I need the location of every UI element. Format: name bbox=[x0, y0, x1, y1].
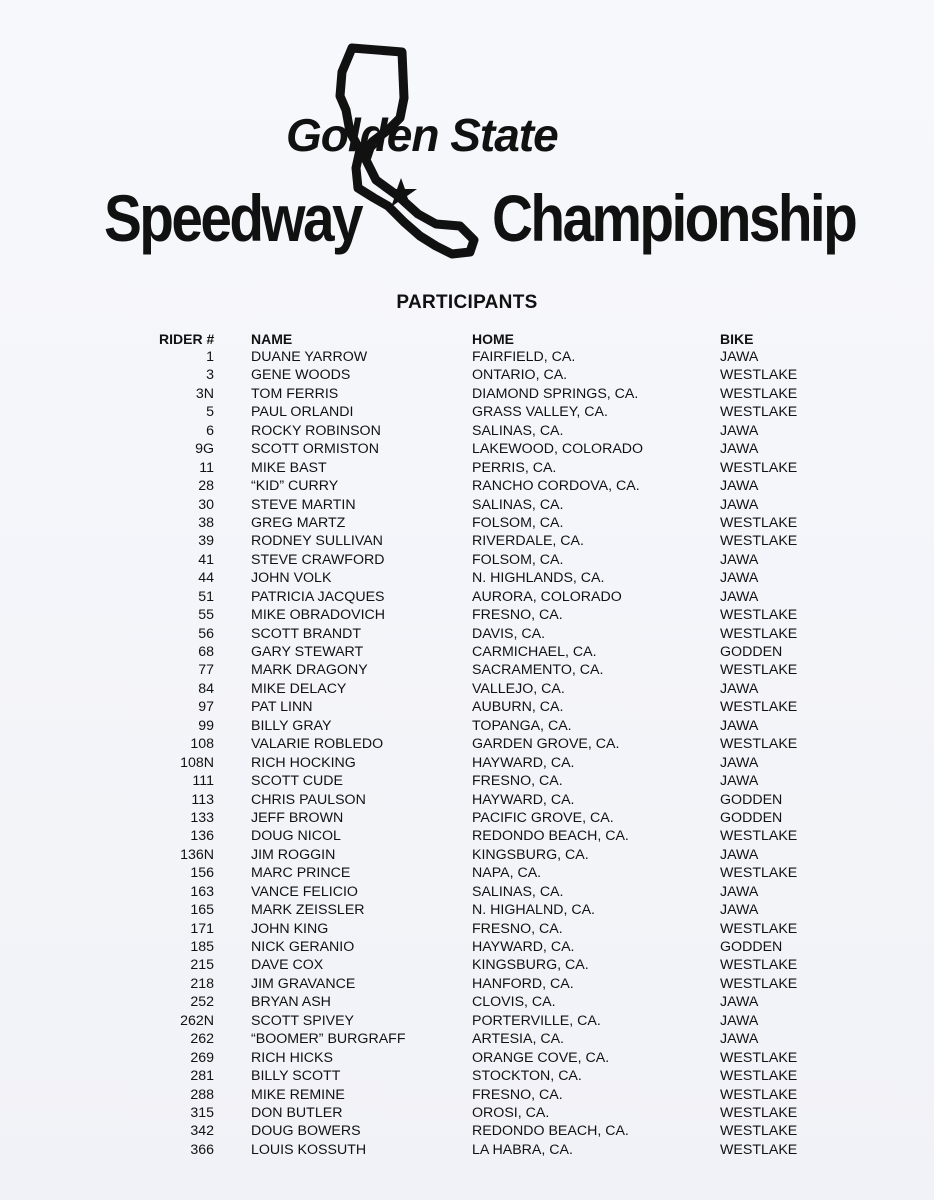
rider-name: MARK ZEISSLER bbox=[251, 902, 365, 919]
table-row bbox=[0, 348, 934, 366]
rider-home: FRESNO, CA. bbox=[472, 773, 563, 790]
table-row bbox=[0, 901, 934, 919]
rider-number: 3 bbox=[206, 367, 214, 384]
rider-number: 97 bbox=[198, 699, 214, 716]
rider-number: 9G bbox=[195, 441, 214, 458]
rider-name: VANCE FELICIO bbox=[251, 883, 358, 900]
rider-name: PAT LINN bbox=[251, 699, 313, 716]
rider-bike: WESTLAKE bbox=[720, 625, 798, 642]
table-row bbox=[0, 1030, 934, 1048]
rider-home: SALINAS, CA. bbox=[472, 422, 564, 439]
rider-bike: JAWA bbox=[720, 349, 759, 365]
rider-number: 11 bbox=[199, 459, 214, 476]
rider-bike: GODDEN bbox=[720, 939, 783, 955]
rider-bike: JAWA bbox=[720, 994, 759, 1011]
table-row bbox=[0, 754, 934, 772]
table-row bbox=[0, 883, 934, 901]
rider-home: NAPA, CA. bbox=[472, 865, 542, 882]
rider-number: 108 bbox=[190, 736, 214, 753]
rider-home: SACRAMENTO, CA. bbox=[472, 662, 604, 679]
rider-bike: WESTLAKE bbox=[720, 514, 798, 531]
rider-number: 44 bbox=[198, 570, 214, 587]
rider-bike: JAWA bbox=[720, 478, 759, 495]
rider-bike: JAWA bbox=[720, 496, 759, 513]
table-row bbox=[0, 643, 934, 661]
rider-bike: JAWA bbox=[720, 570, 759, 587]
table-row bbox=[0, 1104, 934, 1122]
rider-number: 215 bbox=[190, 957, 214, 974]
rider-bike: JAWA bbox=[720, 422, 759, 439]
rider-number: 165 bbox=[190, 902, 214, 919]
rider-number: 163 bbox=[190, 883, 214, 900]
rider-bike: WESTLAKE bbox=[720, 367, 798, 384]
rider-name: MIKE DELACY bbox=[251, 680, 347, 697]
rider-bike: WESTLAKE bbox=[720, 662, 798, 679]
table-row bbox=[0, 791, 934, 809]
rider-number: 55 bbox=[198, 607, 214, 624]
rider-bike: JAWA bbox=[720, 846, 759, 863]
table-row bbox=[0, 606, 934, 624]
table-row bbox=[0, 717, 934, 735]
rider-number: 185 bbox=[190, 939, 214, 955]
rider-bike: JAWA bbox=[720, 1012, 759, 1029]
rider-home: HANFORD, CA. bbox=[472, 975, 574, 992]
rider-number: 288 bbox=[190, 1086, 214, 1103]
rider-name: RICH HICKS bbox=[251, 1049, 333, 1066]
rider-name: ROCKY ROBINSON bbox=[251, 422, 381, 439]
rider-name: RODNEY SULLIVAN bbox=[251, 533, 383, 550]
rider-home: PERRIS, CA. bbox=[472, 459, 557, 476]
rider-bike: JAWA bbox=[720, 883, 759, 900]
rider-bike: WESTLAKE bbox=[720, 533, 798, 550]
table-row bbox=[0, 403, 934, 421]
rider-name: MIKE OBRADOVICH bbox=[251, 607, 386, 624]
rider-home: FRESNO, CA. bbox=[472, 920, 563, 937]
rider-number: 342 bbox=[190, 1123, 214, 1140]
table-row bbox=[0, 496, 934, 514]
column-header-home: HOME bbox=[472, 331, 514, 347]
table-row bbox=[0, 993, 934, 1011]
rider-number: 262N bbox=[180, 1012, 214, 1029]
rider-name: BRYAN ASH bbox=[251, 994, 331, 1011]
table-row bbox=[0, 735, 934, 753]
rider-name: DOUG NICOL bbox=[251, 828, 341, 845]
rider-home: ARTESIA, CA. bbox=[472, 1031, 564, 1048]
rider-bike: WESTLAKE bbox=[720, 404, 798, 421]
rider-bike: JAWA bbox=[720, 717, 759, 734]
rider-name: DOUG BOWERS bbox=[251, 1123, 361, 1140]
rider-home: REDONDO BEACH, CA. bbox=[472, 1123, 629, 1140]
rider-name: TOM FERRIS bbox=[251, 385, 339, 402]
rider-number: 30 bbox=[198, 496, 214, 513]
rider-home: PORTERVILLE, CA. bbox=[472, 1012, 601, 1029]
rider-bike: JAWA bbox=[720, 773, 759, 790]
rider-name: JOHN VOLK bbox=[251, 570, 332, 587]
rider-home: RANCHO CORDOVA, CA. bbox=[472, 478, 640, 495]
rider-bike: WESTLAKE bbox=[720, 1141, 798, 1158]
rider-home: HAYWARD, CA. bbox=[472, 791, 575, 808]
table-row bbox=[0, 422, 934, 440]
rider-home: GRASS VALLEY, CA. bbox=[472, 404, 608, 421]
rider-bike: WESTLAKE bbox=[720, 865, 798, 882]
table-row bbox=[0, 366, 934, 384]
rider-bike: JAWA bbox=[720, 680, 759, 697]
table-row bbox=[0, 385, 934, 403]
rider-home: ORANGE COVE, CA. bbox=[472, 1049, 610, 1066]
rider-bike: WESTLAKE bbox=[720, 1049, 798, 1066]
rider-number: 1 bbox=[206, 349, 214, 365]
table-row bbox=[0, 975, 934, 993]
table-row bbox=[0, 1122, 934, 1140]
rider-number: 133 bbox=[190, 809, 214, 826]
rider-home: FAIRFIELD, CA. bbox=[472, 349, 576, 365]
rider-home: FRESNO, CA. bbox=[472, 1086, 563, 1103]
rider-number: 111 bbox=[192, 773, 214, 790]
column-header-bike: BIKE bbox=[720, 331, 754, 347]
rider-name: GREG MARTZ bbox=[251, 514, 346, 531]
rider-name: JEFF BROWN bbox=[251, 809, 344, 826]
column-header-rider: RIDER # bbox=[159, 331, 215, 347]
rider-number: 315 bbox=[190, 1104, 214, 1121]
rider-home: ONTARIO, CA. bbox=[472, 367, 568, 384]
rider-number: 113 bbox=[191, 791, 214, 808]
rider-home: DAVIS, CA. bbox=[472, 625, 546, 642]
rider-number: 269 bbox=[190, 1049, 214, 1066]
rider-number: 5 bbox=[206, 404, 214, 421]
table-row bbox=[0, 864, 934, 882]
rider-name: LOUIS KOSSUTH bbox=[251, 1141, 367, 1158]
rider-name: MARC PRINCE bbox=[251, 865, 351, 882]
participants-heading: PARTICIPANTS bbox=[396, 292, 538, 313]
table-row bbox=[0, 625, 934, 643]
rider-home: STOCKTON, CA. bbox=[472, 1068, 582, 1085]
rider-home: LA HABRA, CA. bbox=[472, 1141, 573, 1158]
rider-name: PATRICIA JACQUES bbox=[251, 588, 385, 605]
rider-number: 108N bbox=[180, 754, 214, 771]
rider-name: BILLY SCOTT bbox=[251, 1068, 341, 1085]
rider-bike: JAWA bbox=[720, 754, 759, 771]
rider-bike: WESTLAKE bbox=[720, 459, 798, 476]
rider-home: AURORA, COLORADO bbox=[472, 588, 622, 605]
column-header-name: NAME bbox=[251, 331, 293, 347]
rider-bike: JAWA bbox=[720, 902, 759, 919]
rider-home: DIAMOND SPRINGS, CA. bbox=[472, 385, 639, 402]
table-row bbox=[0, 956, 934, 974]
rider-name: PAUL ORLANDI bbox=[251, 404, 354, 421]
table-row bbox=[0, 459, 934, 477]
table-row bbox=[0, 551, 934, 569]
rider-home: AUBURN, CA. bbox=[472, 699, 564, 716]
rider-home: N. HIGHLANDS, CA. bbox=[472, 570, 605, 587]
table-row bbox=[0, 1086, 934, 1104]
rider-number: 171 bbox=[190, 920, 214, 937]
table-row bbox=[0, 772, 934, 790]
rider-number: 56 bbox=[198, 625, 214, 642]
rider-bike: WESTLAKE bbox=[720, 1123, 798, 1140]
table-row bbox=[0, 440, 934, 458]
rider-number: 38 bbox=[198, 514, 214, 531]
rider-home: SALINAS, CA. bbox=[472, 883, 564, 900]
rider-bike: JAWA bbox=[720, 441, 759, 458]
rider-bike: JAWA bbox=[720, 1031, 759, 1048]
rider-home: HAYWARD, CA. bbox=[472, 939, 575, 955]
rider-home: REDONDO BEACH, CA. bbox=[472, 828, 629, 845]
event-logo bbox=[0, 0, 934, 280]
rider-name: DON BUTLER bbox=[251, 1104, 343, 1121]
rider-bike: WESTLAKE bbox=[720, 1104, 798, 1121]
rider-name: JIM GRAVANCE bbox=[251, 975, 356, 992]
table-row bbox=[0, 477, 934, 495]
rider-home: FRESNO, CA. bbox=[472, 607, 563, 624]
rider-home: KINGSBURG, CA. bbox=[472, 846, 589, 863]
rider-name: MIKE REMINE bbox=[251, 1086, 345, 1103]
participants-table bbox=[0, 348, 934, 1159]
rider-number: 68 bbox=[198, 644, 214, 660]
table-row bbox=[0, 920, 934, 938]
table-row bbox=[0, 661, 934, 679]
rider-number: 366 bbox=[190, 1141, 214, 1158]
rider-home: CLOVIS, CA. bbox=[472, 994, 556, 1011]
rider-number: 39 bbox=[198, 533, 214, 550]
rider-name: DAVE COX bbox=[251, 957, 324, 974]
rider-bike: GODDEN bbox=[720, 809, 783, 826]
table-row bbox=[0, 1067, 934, 1085]
rider-home: N. HIGHALND, CA. bbox=[472, 902, 595, 919]
rider-number: 218 bbox=[190, 975, 214, 992]
rider-bike: GODDEN bbox=[720, 791, 783, 808]
table-row bbox=[0, 1049, 934, 1067]
rider-home: RIVERDALE, CA. bbox=[472, 533, 584, 550]
table-row bbox=[0, 532, 934, 550]
rider-number: 156 bbox=[190, 865, 214, 882]
rider-name: BILLY GRAY bbox=[251, 717, 332, 734]
rider-home: VALLEJO, CA. bbox=[472, 680, 565, 697]
rider-name: GARY STEWART bbox=[251, 644, 364, 660]
rider-name: SCOTT CUDE bbox=[251, 773, 343, 790]
table-row bbox=[0, 514, 934, 532]
rider-number: 84 bbox=[198, 680, 214, 697]
rider-name: GENE WOODS bbox=[251, 367, 351, 384]
rider-bike: WESTLAKE bbox=[720, 1068, 798, 1085]
rider-name: “KID” CURRY bbox=[251, 478, 339, 495]
rider-name: MIKE BAST bbox=[251, 459, 327, 476]
rider-bike: JAWA bbox=[720, 551, 759, 568]
table-row bbox=[0, 1141, 934, 1159]
rider-name: NICK GERANIO bbox=[251, 939, 355, 955]
table-row bbox=[0, 1012, 934, 1030]
rider-bike: WESTLAKE bbox=[720, 385, 798, 402]
rider-home: GARDEN GROVE, CA. bbox=[472, 736, 620, 753]
rider-number: 136N bbox=[180, 846, 214, 863]
rider-bike: WESTLAKE bbox=[720, 699, 798, 716]
rider-name: JOHN KING bbox=[251, 920, 329, 937]
rider-number: 136 bbox=[190, 828, 214, 845]
rider-bike: GODDEN bbox=[720, 644, 783, 660]
rider-number: 6 bbox=[206, 422, 214, 439]
rider-name: DUANE YARROW bbox=[251, 349, 368, 365]
rider-number: 252 bbox=[190, 994, 214, 1011]
rider-bike: WESTLAKE bbox=[720, 607, 798, 624]
rider-bike: WESTLAKE bbox=[720, 1086, 798, 1103]
rider-bike: WESTLAKE bbox=[720, 736, 798, 753]
rider-bike: WESTLAKE bbox=[720, 828, 798, 845]
table-row bbox=[0, 809, 934, 827]
rider-name: CHRIS PAULSON bbox=[251, 791, 366, 808]
rider-home: LAKEWOOD, COLORADO bbox=[472, 441, 644, 458]
table-row bbox=[0, 938, 934, 956]
table-row bbox=[0, 698, 934, 716]
rider-bike: WESTLAKE bbox=[720, 975, 798, 992]
rider-name: “BOOMER” BURGRAFF bbox=[251, 1031, 406, 1048]
rider-name: RICH HOCKING bbox=[251, 754, 356, 771]
rider-name: SCOTT BRANDT bbox=[251, 625, 362, 642]
rider-number: 262 bbox=[190, 1031, 214, 1048]
rider-bike: WESTLAKE bbox=[720, 920, 798, 937]
logo-golden-state: Golden State bbox=[286, 109, 558, 161]
table-row bbox=[0, 846, 934, 864]
rider-number: 3N bbox=[195, 385, 214, 402]
table-row bbox=[0, 569, 934, 587]
rider-number: 77 bbox=[198, 662, 214, 679]
table-row bbox=[0, 680, 934, 698]
rider-number: 281 bbox=[190, 1068, 214, 1085]
rider-name: SCOTT SPIVEY bbox=[251, 1012, 355, 1029]
table-row bbox=[0, 827, 934, 845]
rider-home: PACIFIC GROVE, CA. bbox=[472, 809, 614, 826]
rider-number: 28 bbox=[198, 478, 214, 495]
rider-bike: JAWA bbox=[720, 588, 759, 605]
rider-name: VALARIE ROBLEDO bbox=[251, 736, 384, 753]
rider-home: FOLSOM, CA. bbox=[472, 551, 564, 568]
rider-home: TOPANGA, CA. bbox=[472, 717, 572, 734]
logo-championship: Championship bbox=[492, 181, 856, 255]
rider-home: SALINAS, CA. bbox=[472, 496, 564, 513]
rider-name: JIM ROGGIN bbox=[251, 846, 336, 863]
rider-name: MARK DRAGONY bbox=[251, 662, 368, 679]
rider-name: STEVE MARTIN bbox=[251, 496, 356, 513]
table-row bbox=[0, 588, 934, 606]
rider-home: HAYWARD, CA. bbox=[472, 754, 575, 771]
rider-home: FOLSOM, CA. bbox=[472, 514, 564, 531]
rider-name: SCOTT ORMISTON bbox=[251, 441, 379, 458]
rider-home: CARMICHAEL, CA. bbox=[472, 644, 597, 660]
rider-bike: WESTLAKE bbox=[720, 957, 798, 974]
rider-number: 41 bbox=[198, 551, 214, 568]
logo-speedway: Speedway bbox=[104, 181, 361, 255]
rider-home: KINGSBURG, CA. bbox=[472, 957, 589, 974]
rider-number: 99 bbox=[198, 717, 214, 734]
rider-number: 51 bbox=[198, 588, 214, 605]
rider-name: STEVE CRAWFORD bbox=[251, 551, 385, 568]
rider-home: OROSI, CA. bbox=[472, 1104, 550, 1121]
